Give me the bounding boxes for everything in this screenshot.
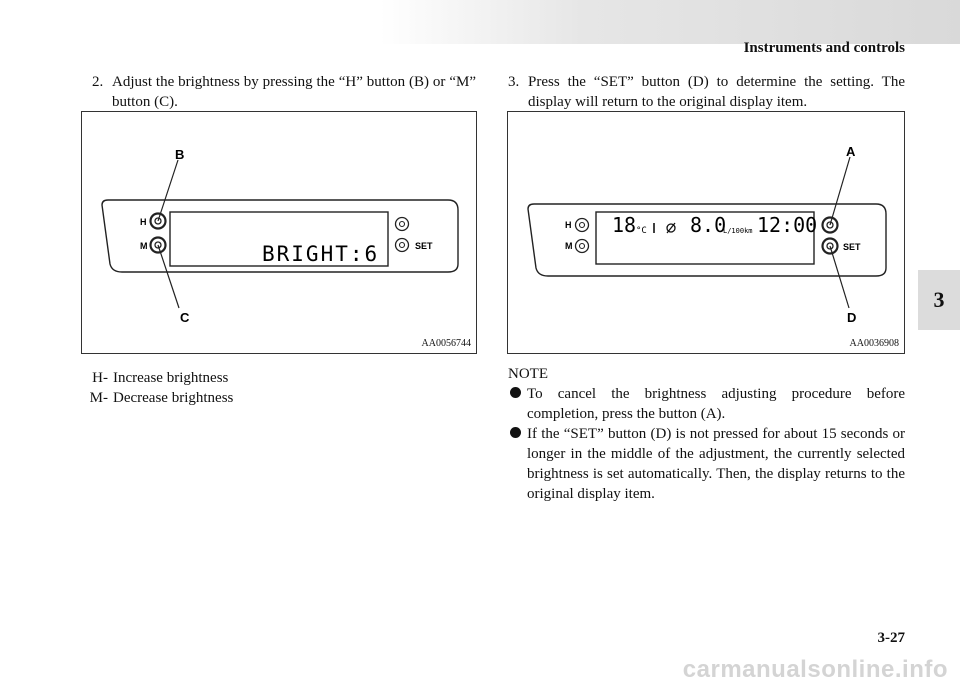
callout-c: C — [180, 310, 190, 325]
figure-code: AA0036908 — [849, 338, 899, 349]
callout-d-line — [830, 246, 849, 308]
note-item — [508, 424, 905, 504]
h-label: H — [140, 217, 147, 227]
step-number: 3. — [508, 74, 520, 90]
h-button[interactable] — [576, 219, 589, 232]
display-panel-diagram — [508, 112, 904, 353]
figure-set-confirm — [507, 111, 905, 354]
note-text: If the “SET” button (D) is not pressed for about 15 seconds or longer in the middle of the adjustment, the currently selected brightness is set automatically. Then, the display returns to the original display item. — [527, 426, 905, 502]
figure-brightness-adjust — [81, 111, 477, 354]
note-heading: NOTE — [508, 366, 548, 382]
legend — [80, 368, 233, 408]
callout-c-line — [158, 245, 179, 308]
set-button[interactable] — [396, 239, 409, 252]
step-2 — [92, 72, 476, 112]
m-label: M — [565, 241, 573, 251]
bullet-icon — [510, 427, 521, 438]
step-3 — [508, 72, 905, 112]
legend-key: H- — [92, 370, 108, 386]
legend-row-m — [80, 388, 233, 408]
header-band — [380, 0, 960, 44]
section-header: Instruments and controls — [743, 40, 905, 56]
legend-value: Decrease brightness — [113, 390, 234, 406]
lcd-clock: 12:00 — [757, 213, 818, 237]
watermark: carmanualsonline.info — [682, 656, 948, 683]
set-label: SET — [843, 242, 861, 252]
legend-value: Increase brightness — [113, 370, 229, 386]
step-text: Adjust the brightness by pressing the “H” button (B) or “M” button (C). — [112, 74, 476, 110]
callout-a: A — [846, 144, 856, 159]
lcd-fuel-unit: L/100km — [723, 227, 753, 235]
step-number: 2. — [92, 74, 104, 90]
upper-right-button[interactable] — [396, 218, 409, 231]
page-number: 3-27 — [877, 630, 905, 646]
note-item — [508, 384, 905, 424]
callout-d: D — [847, 310, 857, 325]
m-label: M — [140, 241, 148, 251]
note-list — [508, 384, 905, 504]
lcd-temperature: 18 — [612, 213, 637, 237]
step-text: Press the “SET” button (D) to determine the setting. The display will return to the original display item. — [528, 74, 905, 110]
m-button[interactable] — [576, 240, 589, 253]
bullet-icon — [510, 387, 521, 398]
legend-row-h — [80, 368, 233, 388]
lcd-display-text: BRIGHT:6 — [262, 242, 380, 266]
display-panel-diagram — [82, 112, 476, 353]
figure-code: AA0056744 — [421, 338, 471, 349]
set-label: SET — [415, 241, 433, 251]
callout-b: B — [175, 147, 185, 162]
note-text: To cancel the brightness adjusting procedure before completion, press the button (A). — [527, 386, 905, 422]
lcd-temperature-unit: °C — [636, 226, 647, 236]
lcd-fuel-consumption: 8.0 — [690, 213, 727, 237]
chapter-tab: 3 — [918, 270, 960, 330]
legend-key: M- — [89, 390, 108, 406]
h-label: H — [565, 220, 572, 230]
callout-a-line — [830, 157, 850, 225]
